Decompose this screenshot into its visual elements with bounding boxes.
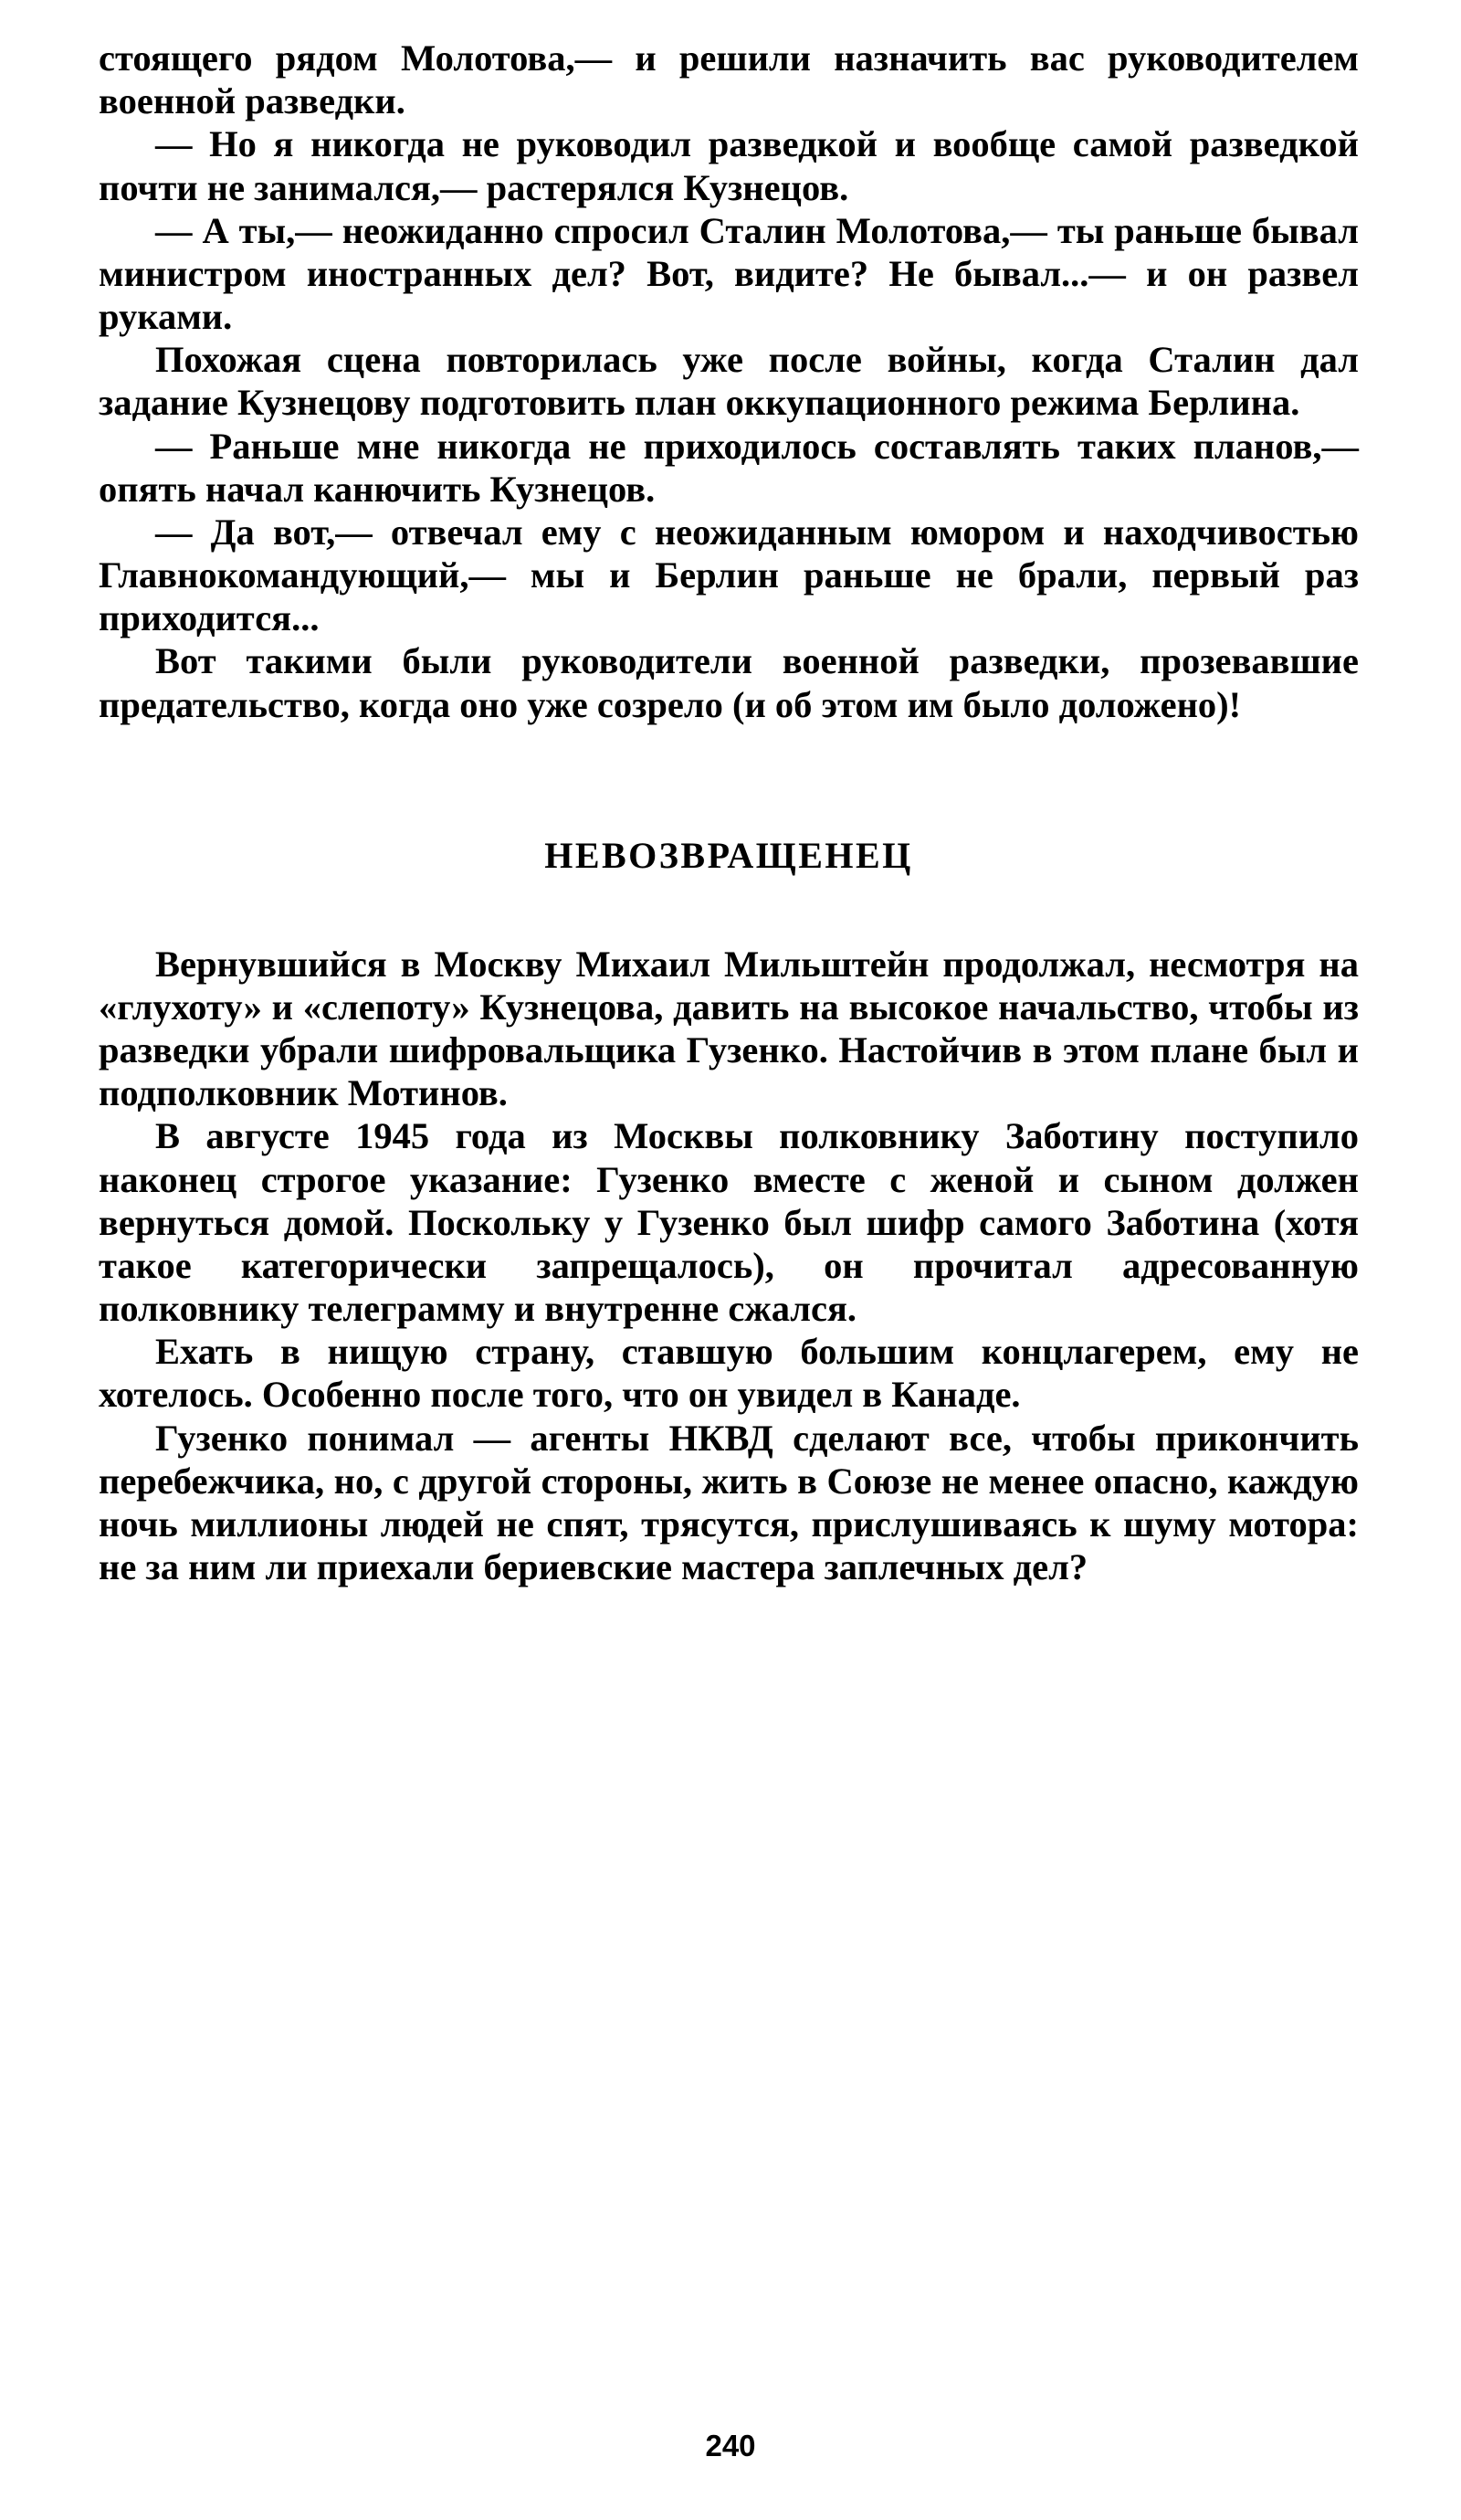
paragraph: — Да вот,— отвечал ему с неожиданным юмором и находчивостью Главнокомандующий,— мы и Берлин раньше не брали, первый раз приходится... <box>99 511 1359 639</box>
paragraph: Вернувшийся в Москву Михаил Мильштейн продолжал, несмотря на «глухоту» и «слепоту» Кузнецова, давить на высокое начальство, чтобы из разведки убрали шифровальщика Гузенко. Настойчив в этом плане был и подполковник Мотинов. <box>99 943 1359 1114</box>
paragraph: — А ты,— неожиданно спросил Сталин Молотова,— ты раньше бывал министром иностранных дел? Вот, видите? Не бывал...— и он развел руками. <box>99 209 1359 338</box>
page-number: 240 <box>705 2429 756 2462</box>
paragraph: Гузенко понимал — агенты НКВД сделают все, чтобы прикончить перебежчика, но, с другой стороны, жить в Союзе не менее опасно, каждую ночь миллионы людей не спят, трясутся, прислушиваясь к шуму мотора: не за ним ли приехали бериевские мастера заплечных дел? <box>99 1417 1359 1588</box>
paragraph: В августе 1945 года из Москвы полковнику Заботину поступило наконец строгое указание: Гузенко вместе с женой и сыном должен вернуться домой. Поскольку у Гузенко был шифр самого Заботина (хотя такое категорически запрещалось), он прочитал адресованную полковнику телеграмму и внутренне сжался. <box>99 1115 1359 1330</box>
body-text-top <box>99 37 1359 726</box>
section-heading: НЕВОЗВРАЩЕНЕЦ <box>544 834 913 876</box>
paragraph: — Но я никогда не руководил разведкой и вообще самой разведкой почти не занимался,— растерялся Кузнецов. <box>99 123 1359 208</box>
paragraph: Похожая сцена повторилась уже после войны, когда Сталин дал задание Кузнецову подготовить план оккупационного режима Берлина. <box>99 339 1359 424</box>
body-text-bottom <box>99 943 1359 1589</box>
paragraph: Ехать в нищую страну, ставшую большим концлагерем, ему не хотелось. Особенно после того, что он увидел в Канаде. <box>99 1331 1359 1416</box>
paragraph: Вот такими были руководители военной разведки, прозевавшие предательство, когда оно уже созрело (и об этом им было доложено)! <box>99 640 1359 725</box>
paragraph: — Раньше мне никогда не приходилось составлять таких планов,— опять начал канючить Кузнецов. <box>99 425 1359 510</box>
paragraph: стоящего рядом Молотова,— и решили назначить вас руководителем военной разведки. <box>99 37 1359 122</box>
